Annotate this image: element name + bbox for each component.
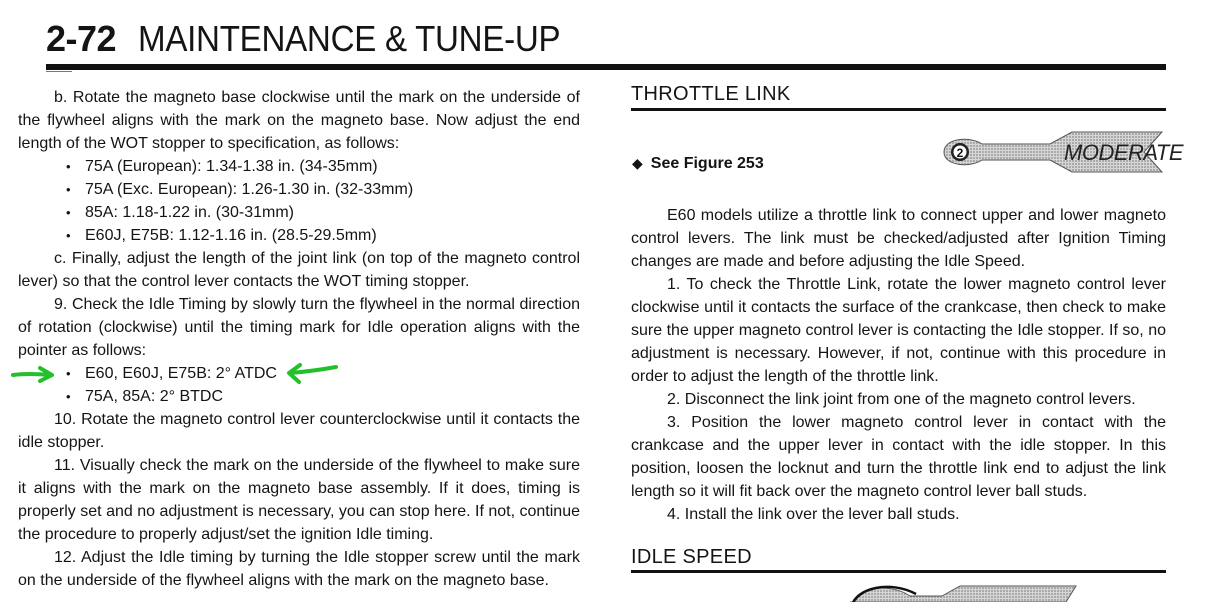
difficulty-badge-partial [850, 572, 1090, 602]
section-title-idle-speed: IDLE SPEED [631, 546, 752, 568]
wrench-icon [850, 572, 1090, 602]
step-3: 3. Position the lower magneto control lever in contact with the crankcase and the upper lever in contact with the idle stopper. In this position, loosen the locknut and turn the throttle link end to adjust the link length so it will fit back over the magneto control lever ball studs. [631, 414, 1166, 500]
list-item: • 75A, 85A: 2° BTDC [18, 385, 580, 408]
list-item: • 75A (European): 1.34-1.38 in. (34-35mm) [18, 155, 580, 178]
difficulty-label: MODERATE [1064, 140, 1184, 165]
difficulty-badge [940, 130, 1184, 174]
paragraph-c: c. Finally, adjust the length of the joint link (on top of the magneto control lever) so that the control lever contacts the WOT timing stopper. [18, 250, 580, 290]
step-11: 11. Visually check the mark on the underside of the flywheel to make sure it aligns with the mark on the magneto base assembly. If it does, timing is properly set and no adjustment is necessary, you can stop here. If not, continue the procedure to properly adjust/set the ignition Idle timing. [18, 457, 580, 543]
header-rule [46, 64, 1166, 70]
page-number: 2-72 [46, 18, 117, 59]
step-1: 1. To check the Throttle Link, rotate the lower magneto control lever clockwise until it contacts the surface of the crankcase, then check to make sure the upper magneto control lever is contacting the Idle stopper. If so, no adjustment is necessary. However, if not, continue with this procedure in order to adjust the length of the throttle link. [631, 276, 1166, 385]
see-figure-text: See Figure 253 [650, 155, 764, 172]
page-header [46, 18, 597, 62]
highlight-arrow-right-icon [10, 364, 56, 384]
left-column [18, 86, 580, 592]
step-9: 9. Check the Idle Timing by slowly turn the flywheel in the normal direction of rotation (clockwise) until the timing mark for Idle operation aligns with the pointer as follows: [18, 296, 580, 359]
see-figure-reference [632, 155, 764, 173]
right-column [631, 204, 1166, 526]
list-item: • 85A: 1.18-1.22 in. (30-31mm) [18, 201, 580, 224]
highlight-arrow-left-icon [284, 360, 340, 386]
difficulty-number: 2 [956, 146, 964, 160]
step-12: 12. Adjust the Idle timing by turning the Idle stopper screw until the mark on the underside of the flywheel aligns with the mark on the magneto base. [18, 549, 580, 589]
section-rule [631, 108, 1166, 111]
step-4: 4. Install the link over the lever ball studs. [667, 506, 960, 523]
step-10: 10. Rotate the magneto control lever counterclockwise until it contacts the idle stopper. [18, 411, 580, 451]
step-2: 2. Disconnect the link joint from one of the magneto control levers. [667, 391, 1136, 408]
paragraph-b: b. Rotate the magneto base clockwise until the mark on the underside of the flywheel aligns with the mark on the magneto base. Now adjust the end length of the WOT stopper to specification, as follows: [18, 89, 580, 152]
wot-spec-list [18, 155, 580, 247]
list-item: • E60J, E75B: 1.12-1.16 in. (28.5-29.5mm) [18, 224, 580, 247]
section-title-throttle-link: THROTTLE LINK [631, 83, 791, 105]
list-item: • E60, E60J, E75B: 2° ATDC [18, 362, 580, 385]
header-rule-tick [46, 71, 72, 72]
list-item: • 75A (Exc. European): 1.26-1.30 in. (32-33mm) [18, 178, 580, 201]
chapter-title: MAINTENANCE & TUNE-UP [138, 18, 561, 59]
diamond-bullet-icon: ◆ [632, 155, 643, 171]
intro-paragraph: E60 models utilize a throttle link to connect upper and lower magneto control levers. The link must be checked/adjusted after Ignition Timing changes are made and before adjusting the Idle Speed. [631, 207, 1166, 270]
